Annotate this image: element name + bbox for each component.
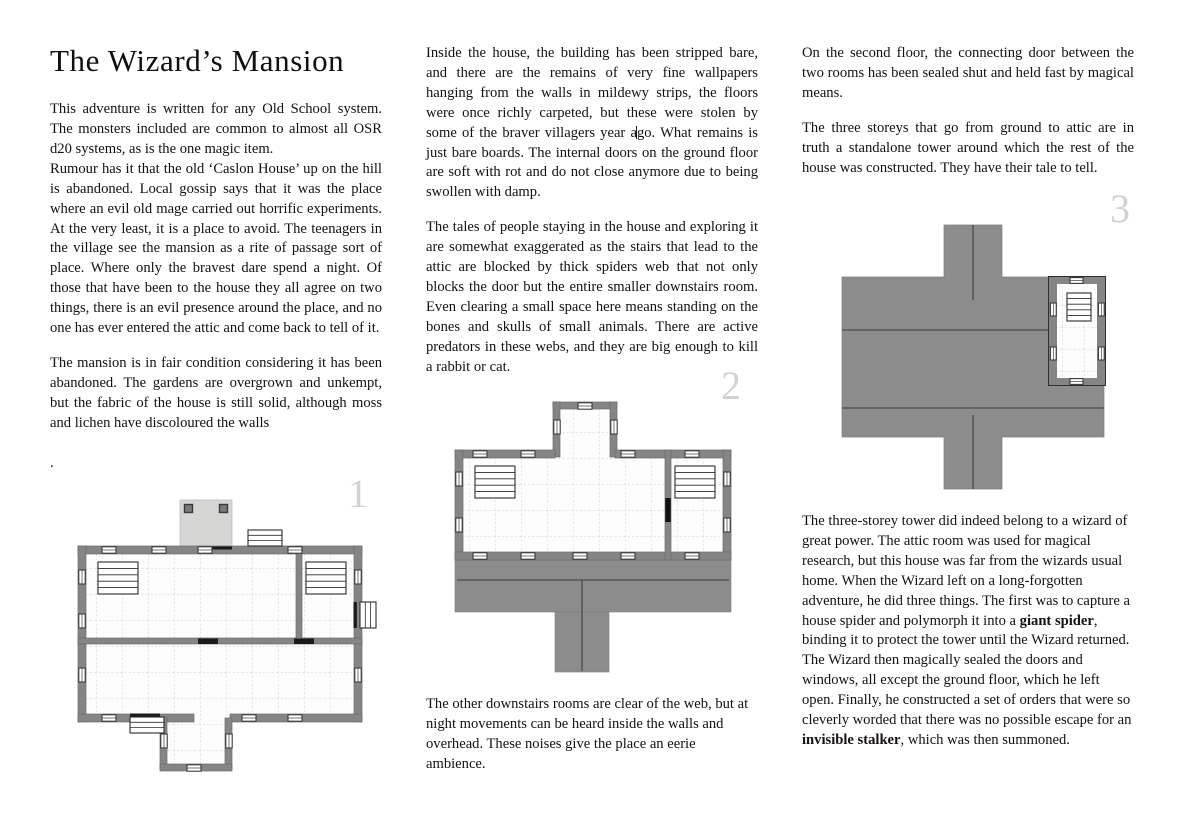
- floorplan-map-1-ground-floor: [70, 471, 370, 775]
- porch-structure: [180, 500, 232, 552]
- map-3-staircase: [1067, 293, 1091, 321]
- keyword-invisible-stalker: invisible stalker: [802, 731, 901, 748]
- paragraph-middle-2: The tales of people staying in the house and exploring it are somewhat exaggerated as the stairs that lead to the attic are blocked by thick spiders web that not only blocks the door but the entire smaller downstairs room. Even clearing a small space here means standing on the bones and skulls of small animals. There are active predators in these webs, and they are big enough to kill a rabbit or cat.: [426, 219, 758, 375]
- paragraph-right-2: The three storeys that go from ground to attic are in truth a standalone tower around which the rest of the house was constructed. They have their tale to tell.: [802, 119, 1134, 176]
- paragraph-right-3-part1: The three-storey tower did indeed belong to a wizard of great power. The attic room was used for magical research, but this house was far from the wizards usual home. When the Wizard left on a long-forgotten adventure, he did three things. The first was to capture a house spider and polymorph it into a: [802, 513, 1130, 629]
- paragraph-left-1: [50, 100, 382, 339]
- paragraph-middle-1: [426, 44, 758, 203]
- map-1-staircase-right: [306, 562, 346, 594]
- map-2-tower-room-floor: [559, 408, 611, 456]
- paragraph-right-3-part2: , binding it to protect the tower until the Wizard returned. The Wizard then magically sealed the doors and windows, all except the ground floor, which he left open. Finally, he constructed a set of orders that were so cleverly worded that there was no possible escape for an: [802, 612, 1132, 729]
- floorplan-map-3-attic-roof: [820, 186, 1130, 500]
- text-column-middle: [426, 44, 758, 393]
- stray-period-mark: .: [50, 454, 54, 471]
- paragraph-middle-1-after-caret: go. What remains is just bare boards. The internal doors on the ground floor are soft with rot and do not close anymore due to being swollen with damp.: [426, 124, 758, 201]
- map-2-staircase-left: [475, 466, 515, 498]
- map-2-roof-section: [455, 560, 731, 672]
- paragraph-right-1: On the second floor, the connecting door between the two rooms has been sealed shut and held fast by magical means.: [802, 45, 1134, 101]
- map-1-entry-steps-rear: [130, 717, 164, 733]
- paragraph-middle-3: The other downstairs rooms are clear of the web, but at night movements can be heard inside the walls and overhead. These noises give the place an eerie ambience.: [426, 696, 749, 772]
- paragraph-left-1b: Rumour has it that the old ‘Caslon House’ up on the hill is abandoned. Local gossip says that it was the place where an evil old mage carried out horrific experiments. At the very least, it is a place to avoid. The teenagers in the village see the mansion as a rite of passage sort of place. Where only the bravest dare spend a night. Of those that have been to the house they all agree on two things, there is an evil presence around the place, and no one has ever entered the attic and come back to tell of it.: [50, 160, 382, 337]
- floorplan-map-2-second-floor: [443, 363, 743, 670]
- paragraph-left-2: The mansion is in fair condition considering it has been abandoned. The gardens are overgrown and unkempt, but the fabric of the house is still solid, although moss and lichen have discoloured the walls: [50, 354, 382, 431]
- map-1-entry-steps-front: [248, 530, 282, 546]
- map-number-2: 2: [721, 363, 741, 408]
- map-3-svg: [820, 195, 1130, 500]
- map-1-staircase-left: [98, 562, 138, 594]
- text-column-right: [802, 44, 1134, 193]
- map-2-svg: [443, 380, 743, 670]
- map-number-3: 3: [1110, 186, 1130, 231]
- map-1-side-door-steps: [360, 602, 376, 628]
- paragraph-left-1a: This adventure is written for any Old School system. The monsters included are common to almost all OSR d20 systems, as is the one magic item.: [50, 101, 382, 157]
- text-column-right-lower: [802, 512, 1134, 751]
- text-column-left: [50, 44, 382, 474]
- keyword-giant-spider: giant spider: [1019, 612, 1094, 629]
- map-1-svg: [70, 490, 370, 775]
- paragraph-middle-1-before-caret: Inside the house, the building has been stripped bare, and there are the remains of very fine wallpapers hanging from the walls in mildewy strips, the floors were once richly carpeted, but these were stolen by some of the braver villagers year a: [426, 45, 758, 141]
- map-2-sealed-door: [665, 498, 670, 522]
- page-title: The Wizard’s Mansion: [50, 43, 345, 78]
- map-2-staircase-right: [675, 466, 715, 498]
- paragraph-right-3-part3: , which was then summoned.: [900, 731, 1070, 748]
- map-number-1: 1: [348, 471, 368, 516]
- paragraph-right-3: [802, 512, 1134, 751]
- text-column-middle-lower: [426, 695, 758, 775]
